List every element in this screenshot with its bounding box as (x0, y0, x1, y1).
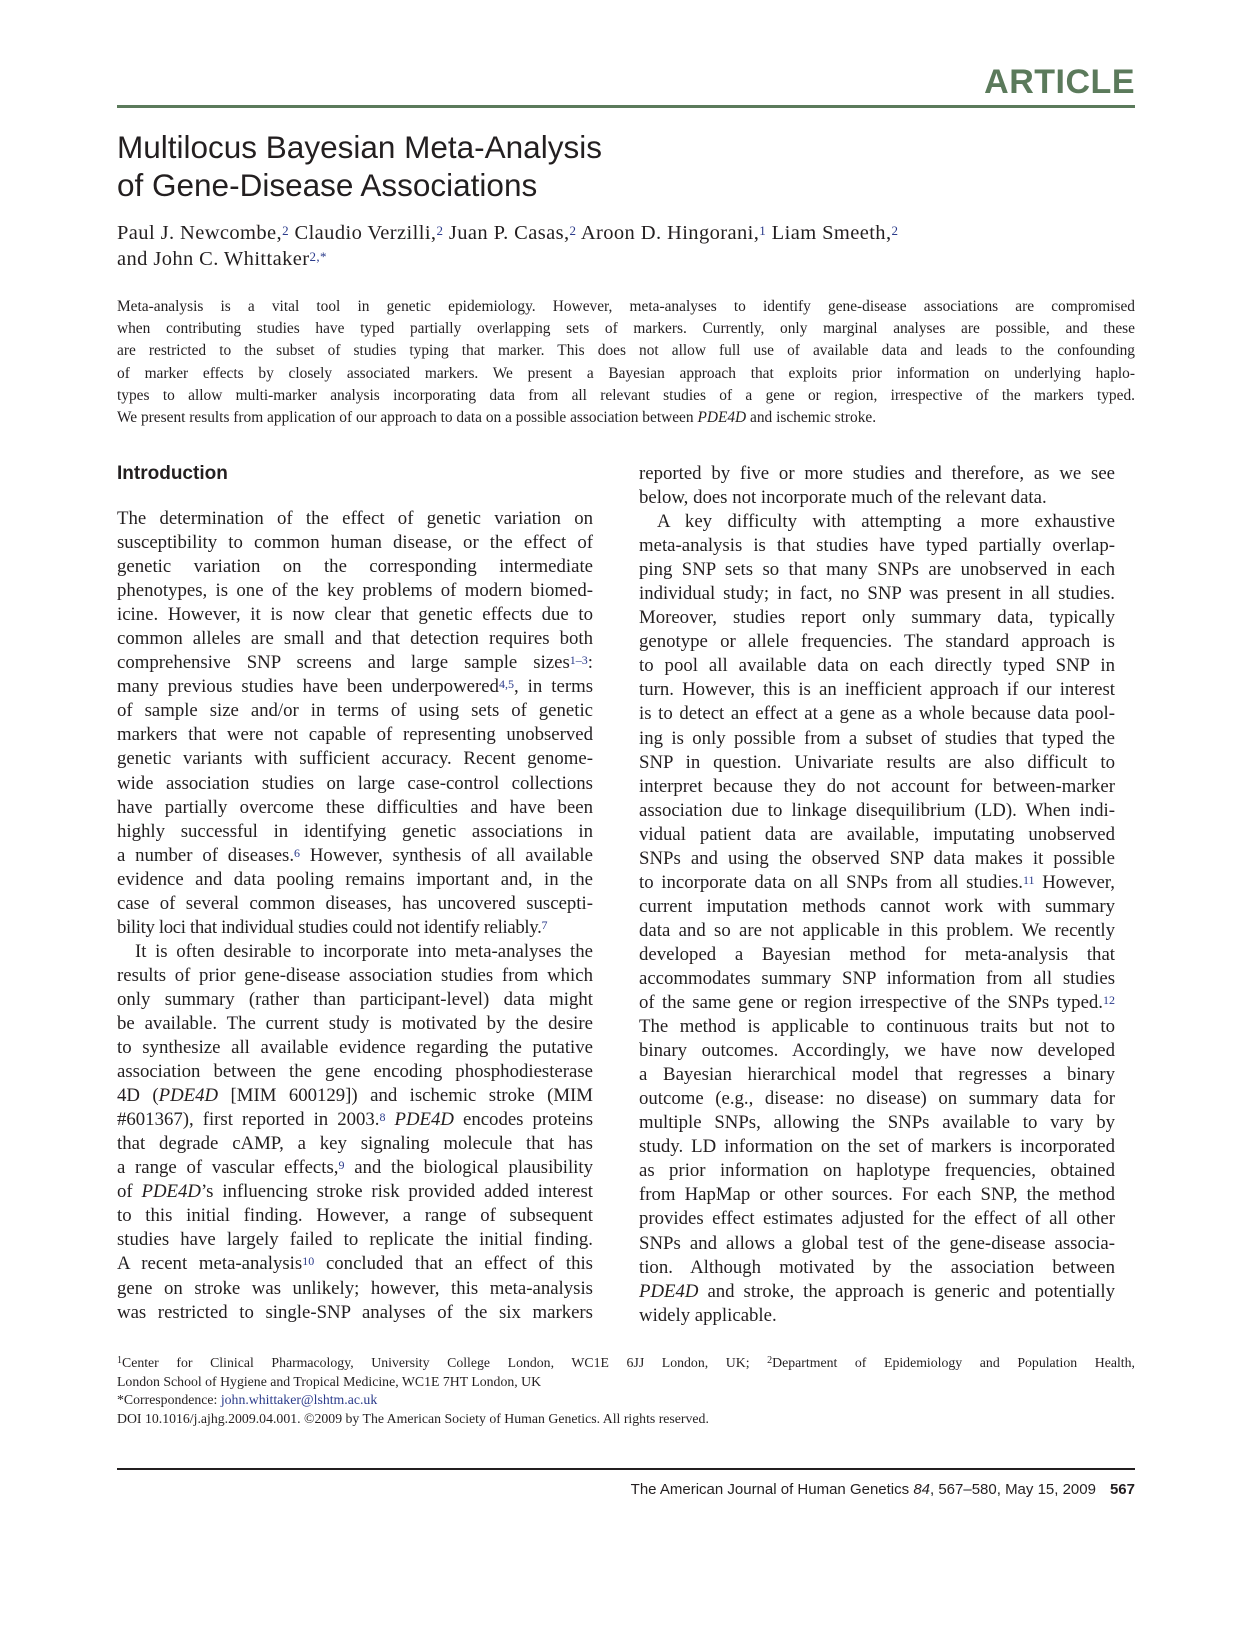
body-line: ping SNP sets so that many SNPs are unobserved in each (639, 559, 1115, 581)
body-text: ’s influencing stroke risk provided added interest (200, 1181, 593, 1203)
affiliation-number: 1 (117, 1355, 122, 1366)
body-line (117, 844, 593, 868)
gene-name: PDE4D (158, 1085, 219, 1107)
body-line: reported by five or more studies and therefore, as we see (639, 463, 1115, 484)
body-line: results of prior gene-disease association studies from which (117, 964, 593, 986)
footer-rule (117, 1468, 1135, 1470)
article-type-label: ARTICLE (984, 63, 1135, 101)
author-name: and John C. Whittaker (117, 248, 310, 270)
abstract-line: of marker effects by closely associated markers. We present a Bayesian approach that exploits prior information on underlying haplo- (117, 364, 1135, 382)
correspondence-line (117, 1391, 1135, 1410)
body-line: developed a Bayesian method for meta-analysis that (639, 943, 1115, 965)
abstract-line (117, 407, 1135, 429)
affiliation-marker[interactable]: 1 (759, 223, 767, 238)
body-line: association due to linkage disequilibrium (LD). When indi- (639, 799, 1115, 821)
body-line: is to detect an effect at a gene as a whole because data pool- (639, 703, 1115, 725)
body-line: study. LD information on the set of markers is incorporated (639, 1136, 1115, 1158)
body-line: highly successful in identifying genetic associations in (117, 820, 593, 842)
body-text: #601367), first reported in 2003. (117, 1109, 380, 1131)
affiliation-marker[interactable]: 2 (436, 223, 444, 238)
body-text: and stroke, the approach is generic and potentially (698, 1280, 1115, 1302)
body-line: from HapMap or other sources. For each SNP, the method (639, 1184, 1115, 1206)
body-text: comprehensive SNP screens and large sample sizes (117, 652, 570, 674)
abstract (117, 296, 1135, 429)
body-line: Moreover, studies report only summary data, typically (639, 607, 1115, 629)
body-line (639, 1280, 1115, 1304)
body-line: accommodates summary SNP information from all studies (639, 967, 1115, 989)
body-text: encodes proteins (453, 1109, 594, 1131)
body-line: below, does not incorporate much of the relevant data. (639, 487, 1047, 509)
body-line: was restricted to single-SNP analyses of the six markers (117, 1301, 593, 1323)
body-line (117, 1084, 593, 1108)
body-line: genetic variants with sufficient accuracy. Recent genome- (117, 748, 593, 770)
body-line: outcome (e.g., disease: no disease) on summary data for (639, 1088, 1115, 1110)
affiliations-line: London School of Hygiene and Tropical Medicine, WC1E 7HT London, UK (117, 1373, 542, 1389)
body-line: phenotypes, is one of the key problems of modern biomed- (117, 580, 593, 602)
abstract-line: Meta-analysis is a vital tool in genetic epidemiology. However, meta-analyses to identify gene-disease associations are compromised (117, 298, 1135, 315)
body-text: However, synthesis of all available (300, 844, 593, 866)
body-line: turn. However, this is an inefficient approach if our interest (639, 679, 1115, 701)
author-name: Paul J. Newcombe, (117, 222, 283, 244)
author-list (117, 220, 1137, 272)
body-line (117, 1180, 593, 1204)
body-line: of sample size and/or in terms of using sets of genetic (117, 700, 593, 722)
body-line: tion. Although motivated by the association between (639, 1256, 1115, 1278)
affiliation-text: Department of Epidemiology and Population Health, (772, 1355, 1135, 1370)
affiliation-marker[interactable]: 2,* (309, 249, 327, 264)
body-text: : (587, 652, 593, 674)
citation-link[interactable]: 9 (338, 1158, 345, 1173)
affiliation-marker[interactable]: 2 (569, 223, 577, 238)
body-line: gene on stroke was unlikely; however, this meta-analysis (117, 1277, 593, 1299)
body-text: , in terms (513, 676, 593, 698)
correspondence-label: *Correspondence: (117, 1392, 221, 1408)
page-number: 567 (1109, 1481, 1135, 1498)
body-text: concluded that an effect of this (314, 1253, 593, 1275)
body-column-left (117, 462, 593, 1325)
journal-volume: 84 (913, 1481, 930, 1498)
body-line: vidual patient data are available, imputating unobserved (639, 823, 1115, 845)
body-line: only summary (rather than participant-level) data might (117, 988, 593, 1010)
citation-link[interactable]: 12 (1103, 993, 1115, 1008)
body-line: The method is applicable to continuous traits but not to (639, 1016, 1115, 1038)
body-text: 4D ( (117, 1085, 159, 1107)
title-line-2: of Gene-Disease Associations (117, 167, 538, 203)
affiliation-number: 2 (767, 1355, 773, 1366)
affiliations-line (117, 1354, 1135, 1373)
author-line-2 (117, 246, 1137, 272)
author-name: Aroon D. Hingorani, (576, 222, 760, 244)
body-line: genotype or allele frequencies. The standard approach is (639, 631, 1115, 653)
body-text: and the biological plausibility (344, 1157, 593, 1179)
abstract-text: and ischemic stroke. (746, 408, 877, 426)
body-line: data and so are not applicable in this problem. We recently (639, 919, 1115, 941)
body-line (117, 1108, 593, 1132)
body-line: to pool all available data on each directly typed SNP in (639, 655, 1115, 677)
body-line (639, 871, 1115, 895)
body-line: evidence and data pooling remains important and, in the (117, 868, 593, 890)
body-line: a Bayesian hierarchical model that regresses a binary (639, 1064, 1115, 1086)
body-line: to synthesize all available evidence regarding the putative (117, 1037, 593, 1059)
body-line (639, 991, 1115, 1015)
footnotes (117, 1354, 1135, 1429)
body-line: susceptibility to common human disease, or the effect of (117, 532, 593, 554)
body-line: SNP in question. Univariate results are also difficult to (639, 751, 1115, 773)
body-line: SNPs and allows a global test of the gene-disease associa- (639, 1232, 1115, 1254)
body-text: a range of vascular effects, (117, 1157, 339, 1179)
body-line (117, 675, 593, 699)
body-line: have partially overcome these difficulties and have been (117, 796, 593, 818)
abstract-line: types to allow multi-marker analysis incorporating data from all relevant studies of a gene or region, irrespective of the markers typed. (117, 386, 1135, 404)
body-line: association between the gene encoding phosphodiesterase (117, 1061, 593, 1083)
citation-link[interactable]: 7 (541, 917, 548, 932)
correspondence-email-link[interactable]: john.whittaker@lshtm.ac.uk (220, 1392, 378, 1408)
body-line (117, 916, 593, 940)
author-name: Juan P. Casas, (443, 222, 570, 244)
body-line: multiple SNPs, allowing the SNPs available to vary by (639, 1112, 1115, 1134)
body-line: be available. The current study is motivated by the desire (117, 1012, 593, 1034)
abstract-text: We present results from application of our approach to data on a possible association between (117, 408, 698, 426)
body-line: A key difficulty with attempting a more exhaustive (657, 511, 1115, 533)
body-text: a number of diseases. (117, 844, 295, 866)
affiliation-marker[interactable]: 2 (282, 223, 289, 238)
citation-link[interactable]: 8 (379, 1110, 386, 1125)
body-line: case of several common diseases, has uncovered suscepti- (117, 892, 593, 914)
gene-name: PDE4D (141, 1181, 201, 1203)
citation-link[interactable]: 11 (1023, 872, 1035, 887)
body-line: studies have largely failed to replicate the initial finding. (117, 1229, 593, 1251)
body-text: However, (1034, 871, 1115, 893)
affiliation-text: Center for Clinical Pharmacology, University College London, WC1E 6JJ London, UK; (122, 1355, 768, 1370)
body-line: provides effect estimates adjusted for the effect of all other (639, 1208, 1115, 1230)
gene-name: PDE4D (394, 1109, 454, 1131)
journal-citation-footer (400, 1480, 1135, 1500)
body-line: current imputation methods cannot work with summary (639, 895, 1115, 917)
author-name: Liam Smeeth, (766, 222, 892, 244)
body-line (117, 651, 593, 675)
body-line: icine. However, it is now clear that genetic effects due to (117, 604, 593, 626)
journal-name: The American Journal of Human Genetics (630, 1481, 914, 1498)
body-line: individual study; in fact, no SNP was present in all studies. (639, 583, 1115, 605)
gene-name: PDE4D (639, 1280, 699, 1302)
author-name: Claudio Verzilli, (288, 222, 437, 244)
citation-link[interactable]: 6 (294, 845, 301, 860)
citation-link[interactable]: 4,5 (498, 677, 514, 692)
header-rule (117, 105, 1135, 108)
abstract-line: when contributing studies have typed partially overlapping sets of markers. Currently, only marginal analyses are possible, and these (117, 320, 1135, 338)
author-line-1 (117, 220, 1137, 246)
citation-link[interactable]: 10 (302, 1254, 315, 1269)
body-line: SNPs and using the observed SNP data makes it possible (639, 847, 1115, 869)
body-line: wide association studies on large case-control collections (117, 772, 593, 794)
body-text: of the same gene or region irrespective of the SNPs typed. (639, 992, 1103, 1014)
body-line: as prior information on haplotype frequencies, obtained (639, 1160, 1115, 1182)
body-text: of (117, 1181, 142, 1203)
body-line (117, 1156, 593, 1180)
body-column-right (639, 462, 1115, 1328)
body-line: that degrade cAMP, a key signaling molecule that has (117, 1133, 593, 1155)
title-line-1: Multilocus Bayesian Meta-Analysis (117, 129, 602, 165)
affiliation-marker[interactable]: 2 (891, 223, 899, 238)
gene-name: PDE4D (697, 408, 747, 426)
body-line: widely applicable. (639, 1304, 777, 1326)
body-line: interpret because they do not account for between-marker (639, 775, 1115, 797)
citation-link[interactable]: 1–3 (569, 653, 588, 668)
body-text: many previous studies have been underpowered (117, 676, 499, 698)
body-line: markers that were not capable of representing unobserved (117, 724, 593, 746)
body-text: A recent meta-analysis (117, 1253, 303, 1275)
body-line: It is often desirable to incorporate into meta-analyses the (135, 940, 593, 962)
body-line: binary outcomes. Accordingly, we have now developed (639, 1040, 1115, 1062)
body-line: ing is only possible from a subset of studies that typed the (639, 727, 1115, 749)
body-line: to this initial finding. However, a range of subsequent (117, 1205, 593, 1227)
article-title (117, 128, 817, 204)
body-text: bility loci that individual studies could not identify reliably. (117, 916, 542, 938)
journal-pages-date: , 567–580, May 15, 2009 (930, 1481, 1096, 1498)
body-line: genetic variation on the corresponding intermediate (117, 556, 593, 578)
body-line: meta-analysis is that studies have typed partially overlap- (639, 535, 1115, 557)
doi-copyright-line: DOI 10.1016/j.ajhg.2009.04.001. ©2009 by The American Society of Human Genetics. All rights reserved. (117, 1411, 709, 1427)
abstract-line: are restricted to the subset of studies typing that marker. This does not allow full use of available data and leads to the confounding (117, 342, 1135, 360)
body-line (117, 1252, 593, 1276)
section-heading-introduction: Introduction (117, 463, 228, 484)
body-line: common alleles are small and that detection requires both (117, 628, 593, 650)
body-line: The determination of the effect of genetic variation on (117, 508, 593, 529)
body-text: to incorporate data on all SNPs from all studies. (639, 871, 1023, 893)
body-text: [MIM 600129]) and ischemic stroke (MIM (218, 1085, 594, 1107)
